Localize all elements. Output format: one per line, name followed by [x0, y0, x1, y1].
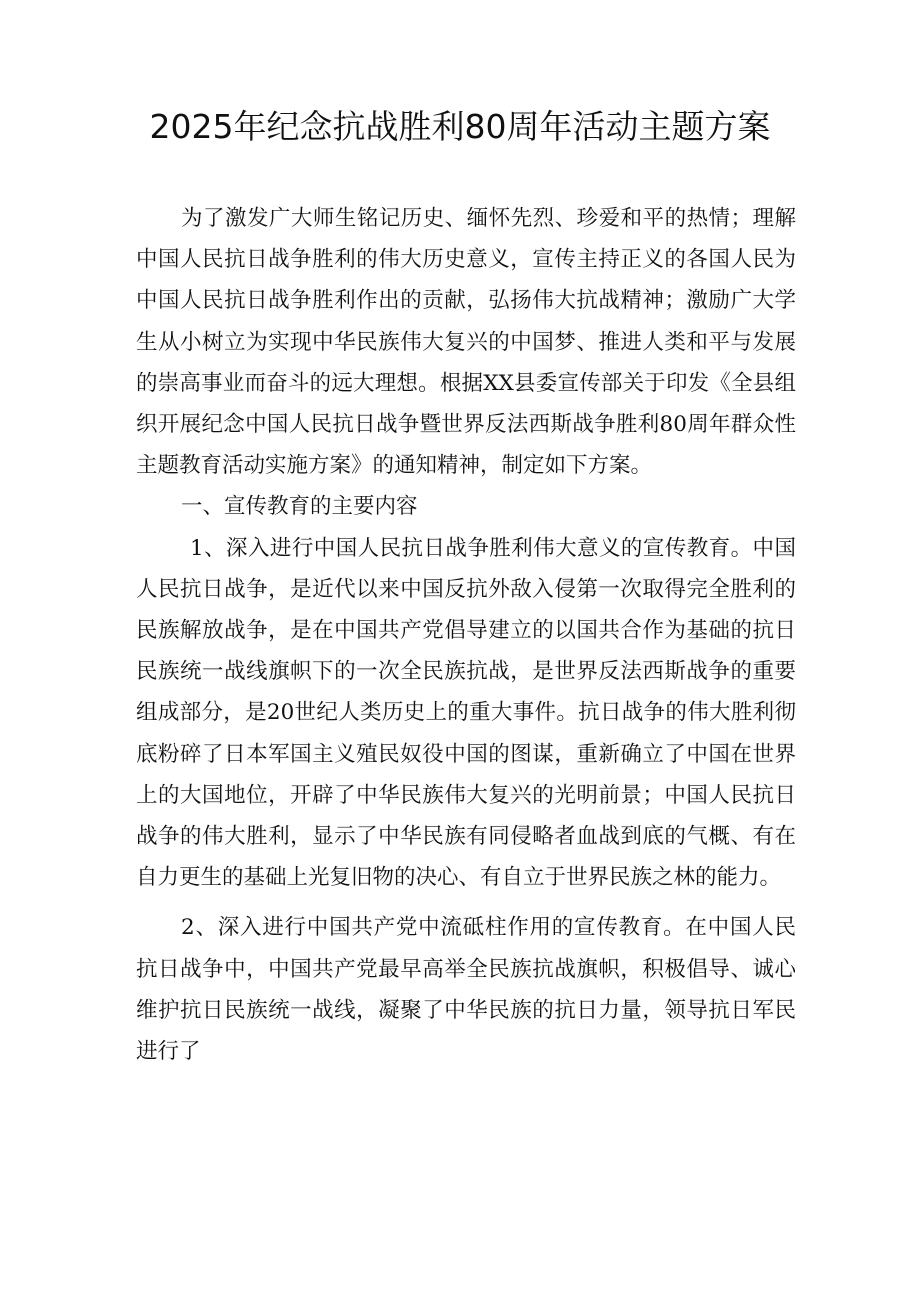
document-title: 2025年纪念抗战胜利80周年活动主题方案: [149, 107, 771, 146]
item-paragraph-2: 2、深入进行中国共产党中流砥柱作用的宣传教育。在中国人民抗日战争中，中国共产党最早高举全民族抗战旗帜，积极倡导、诚心维护抗日民族统一战线，凝聚了中华民族的抗日力量，领导抗日军民进行了: [136, 915, 796, 1065]
document-body: [136, 198, 796, 1072]
item-paragraph-1: 1、深入进行中国人民抗日战争胜利伟大意义的宣传教育。中国人民抗日战争，是近代以来中国反抗外敌入侵第一次取得完全胜利的民族解放战争，是在中国共产党倡导建立的以国共合作为基础的抗日民族统一战线旗帜下的一次全民族抗战，是世界反法西斯战争的重要组成部分，是20世纪人类历史上的重大事件。抗日战争的伟大胜利彻底粉碎了日本军国主义殖民奴役中国的图谋，重新确立了中国在世界上的大国地位，开辟了中华民族伟大复兴的光明前景；中国人民抗日战争的伟大胜利，显示了中华民族有同侵略者血战到底的气概、有在自力更生的基础上光复旧物的决心、有自立于世界民族之林的能力。: [136, 535, 796, 891]
section-heading-1: 一、宣传教育的主要内容: [181, 494, 418, 520]
intro-paragraph: 为了激发广大师生铭记历史、缅怀先烈、珍爱和平的热情；理解中国人民抗日战争胜利的伟大历史意义，宣传主持正义的各国人民为中国人民抗日战争胜利作出的贡献，弘扬伟大抗战精神；激励广大学生从小树立为实现中华民族伟大复兴的中国梦、推进人类和平与发展的崇高事业而奋斗的远大理想。根据XX县委宣传部关于印发《全县组织开展纪念中国人民抗日战争暨世界反法西斯战争胜利80周年群众性主题教育活动实施方案》的通知精神，制定如下方案。: [136, 206, 796, 479]
